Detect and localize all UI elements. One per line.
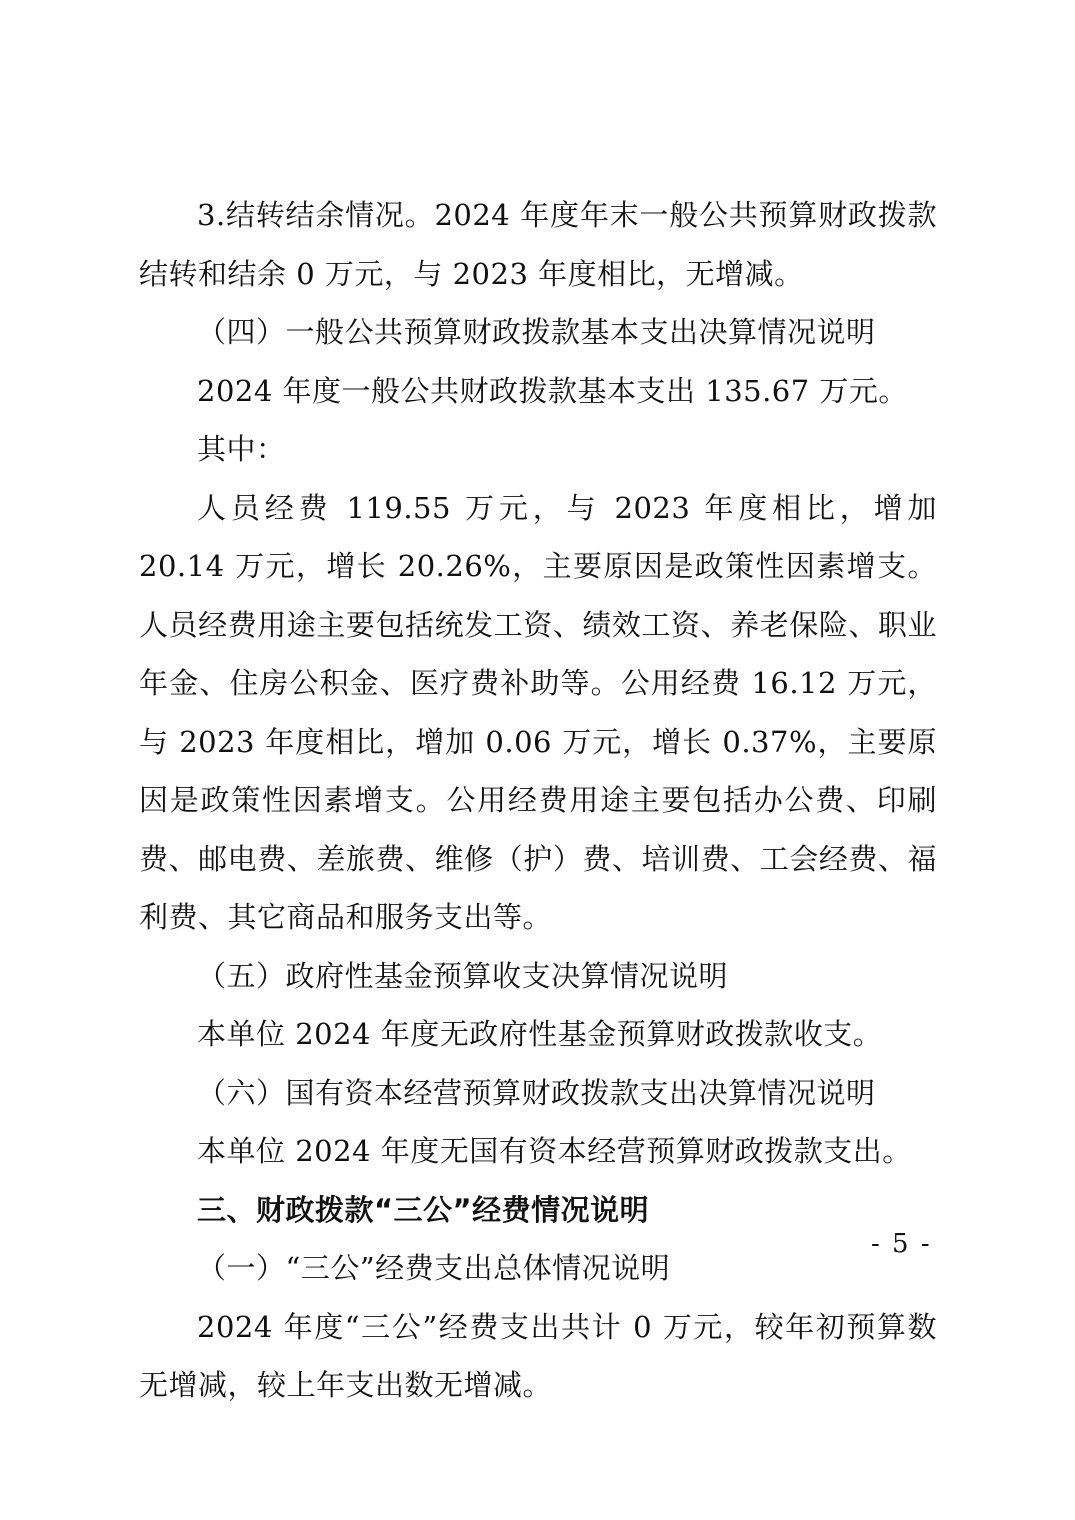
section-heading-three-public-overview: （一）“三公”经费支出总体情况说明 — [197, 1251, 671, 1285]
paragraph-personnel-and-public-expenses: 人员经费 119.55 万元，与 2023 年度相比，增加 20.14 万元，增长 20.26%，主要原因是政策性因素增支。人员经费用途主要包括统发工资、绩效工资、养老保险、职业年金、住房公积金、医疗费补助等。公用经费 16.12 万元，与 2023 年度相比，增加 0.06 万元，增长 0.37%，主要原因是政策性因素增支。公用经费用途主要包括办公费、印刷费、邮电费、差旅费、维修（护）费、培训费、工会经费、福利费、其它商品和服务支出等。 — [139, 490, 937, 934]
paragraph-carryover-balance: 3.结转结余情况。2024 年度年末一般公共预算财政拨款结转和结余 0 万元，与 2023 年度相比，无增减。 — [139, 198, 937, 291]
section-heading-basic-expenditure: （四）一般公共预算财政拨款基本支出决算情况说明 — [197, 315, 876, 349]
section-heading-state-capital: （六）国有资本经营预算财政拨款支出决算情况说明 — [197, 1075, 876, 1110]
paragraph-government-fund: 本单位 2024 年度无政府性基金预算财政拨款收支。 — [197, 1017, 883, 1051]
paragraph-among-which: 其中： — [197, 432, 286, 466]
paragraph-state-capital: 本单位 2024 年度无国有资本经营预算财政拨款支出。 — [197, 1134, 912, 1168]
section-heading-government-fund: （五）政府性基金预算收支决算情况说明 — [197, 958, 729, 993]
paragraph-three-public-total: 2024 年度“三公”经费支出共计 0 万元，较年初预算数无增减，较上年支出数无增减。 — [139, 1309, 937, 1402]
paragraph-basic-expenditure-total: 2024 年度一般公共财政拨款基本支出 135.67 万元。 — [197, 373, 908, 408]
chapter-heading-three-public: 三、财政拨款“三公”经费情况说明 — [197, 1192, 650, 1227]
document-body — [139, 186, 937, 1415]
page-number: - 5 - — [871, 1229, 932, 1259]
